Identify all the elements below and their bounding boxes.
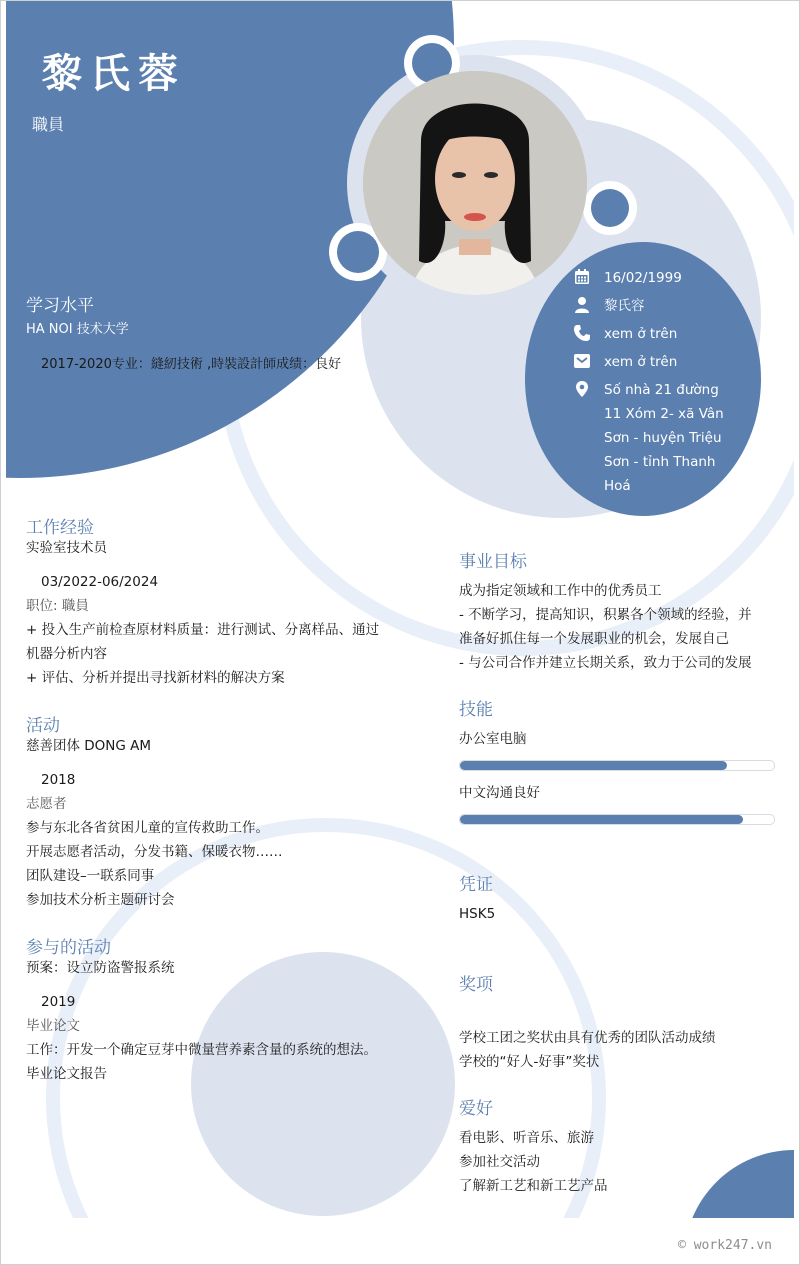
work-period: 03/2022-06/2024 xyxy=(41,574,159,590)
hobby-line-1: 看电影、听音乐、旅游 xyxy=(459,1130,594,1146)
projects-line-2: 毕业论文报告 xyxy=(26,1066,107,1082)
activities-line-3: 团队建设–一联系同事 xyxy=(26,868,155,884)
candidate-name: 黎氏蓉 xyxy=(42,51,186,97)
projects-year: 2019 xyxy=(41,994,76,1010)
skills-section-title: 技能 xyxy=(459,700,493,720)
work-line-1: + 投入生产前检查原材料质量：进行测试、分离样品、通过 xyxy=(26,622,380,638)
bubble-left-inner xyxy=(337,231,379,273)
awards-section-title: 奖项 xyxy=(459,975,493,995)
work-company: 实验室技术员 xyxy=(26,540,107,556)
hobby-line-2: 参加社交活动 xyxy=(459,1154,540,1170)
deco-lower-circle xyxy=(191,952,455,1216)
contact-name: 黎氏容 xyxy=(604,298,645,314)
email-icon xyxy=(573,352,591,370)
cv-sheet xyxy=(6,0,794,1218)
phone-icon xyxy=(573,324,591,342)
candidate-role: 職員 xyxy=(32,115,65,134)
hobbies-section-title: 爱好 xyxy=(459,1099,493,1119)
location-icon xyxy=(573,380,591,398)
contact-address-line-3: Sơn - huyện Triệu xyxy=(604,430,722,446)
contact-birthdate: 16/02/1999 xyxy=(604,270,682,286)
skill-bar-fill-1 xyxy=(460,761,727,770)
goals-line-3: 准备好抓住每一个发展职业的机会，发展自己 xyxy=(459,631,729,647)
portrait-photo xyxy=(363,71,587,295)
education-detail: 2017-2020专业：縫紉技術 ,時裝設計師成绩：良好 xyxy=(41,357,342,372)
contact-address-line-4: Sơn - tỉnh Thanh xyxy=(604,454,716,470)
work-section-title: 工作经验 xyxy=(26,518,94,538)
award-line-2: 学校的“好人-好事”奖状 xyxy=(459,1054,600,1070)
certificates-section-title: 凭证 xyxy=(459,875,493,895)
contact-address-line-5: Hoá xyxy=(604,478,631,494)
activities-year: 2018 xyxy=(41,772,76,788)
contact-email: xem ở trên xyxy=(604,354,678,370)
work-line-2: 机器分析内容 xyxy=(26,646,107,662)
activities-line-4: 参加技术分析主题研讨会 xyxy=(26,892,175,908)
activities-section-title: 活动 xyxy=(26,716,60,736)
goals-line-2: - 不断学习，提高知识，积累各个领域的经验，并 xyxy=(459,607,752,623)
contact-phone: xem ở trên xyxy=(604,326,678,342)
education-school: HA NOI 技术大学 xyxy=(26,322,129,337)
corner-circle xyxy=(684,1150,794,1218)
skill-bar-fill-2 xyxy=(460,815,743,824)
profile-photo xyxy=(363,71,587,295)
contact-address-line-2: 11 Xóm 2- xã Vân xyxy=(604,406,724,422)
projects-role: 毕业论文 xyxy=(26,1018,80,1034)
education-title: 学习水平 xyxy=(26,296,94,316)
contact-address-line-1: Số nhà 21 đường xyxy=(604,382,719,398)
skill-name-2: 中文沟通良好 xyxy=(459,785,540,801)
hobby-line-3: 了解新工艺和新工艺产品 xyxy=(459,1178,608,1194)
goals-line-1: 成为指定领域和工作中的优秀员工 xyxy=(459,583,662,599)
skill-bar-2 xyxy=(459,814,775,825)
goals-line-4: - 与公司合作并建立长期关系，致力于公司的发展 xyxy=(459,655,752,671)
certificate-item: HSK5 xyxy=(459,906,496,922)
skill-name-1: 办公室电脑 xyxy=(459,731,527,747)
work-position: 职位: 職員 xyxy=(26,598,89,614)
award-line-1: 学校工团之奖状由具有优秀的团队活动成绩 xyxy=(459,1030,716,1046)
skill-bar-1 xyxy=(459,760,775,771)
projects-line-1: 工作：开发一个确定豆芽中微量营养素含量的系统的想法。 xyxy=(26,1042,377,1058)
projects-name: 预案：设立防盗警报系统 xyxy=(26,960,175,976)
projects-section-title: 参与的活动 xyxy=(26,938,111,958)
goals-section-title: 事业目标 xyxy=(459,552,527,572)
activities-line-1: 参与东北各省贫困儿童的宣传救助工作。 xyxy=(26,820,269,836)
activities-role: 志愿者 xyxy=(26,796,67,812)
work-line-3: + 评估、分析并提出寻找新材料的解决方案 xyxy=(26,670,285,686)
activities-line-2: 开展志愿者活动，分发书籍、保暖衣物…… xyxy=(26,844,283,860)
footer-watermark[interactable]: © work247.vn xyxy=(678,1238,772,1253)
user-icon xyxy=(573,296,591,314)
calendar-icon xyxy=(573,268,591,286)
activities-org: 慈善团体 DONG AM xyxy=(26,738,152,754)
bubble-right-inner xyxy=(591,189,629,227)
